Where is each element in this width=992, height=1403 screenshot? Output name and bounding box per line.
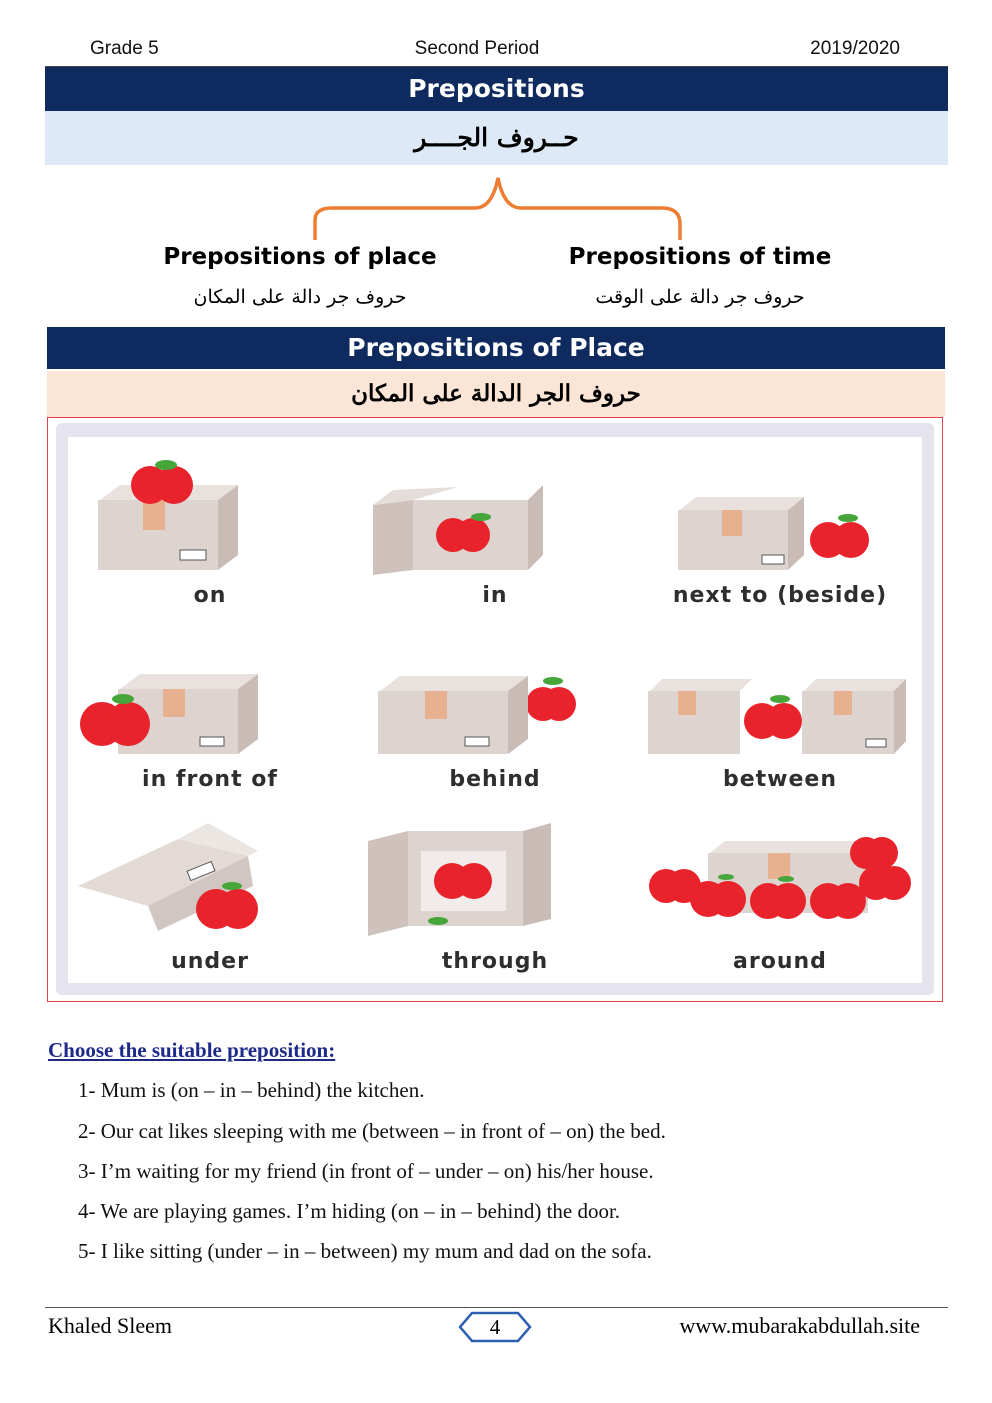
illustration-in [353,445,637,627]
illustration-through [353,811,637,993]
label-under: under [171,949,249,974]
page-number-badge [458,1309,532,1345]
question-5: 5- I like sitting (under – in – between) my mum and dad on the sofa. [78,1239,652,1263]
page-number: 4 [489,1315,501,1339]
illustration-on [68,445,352,627]
label-on: on [193,583,227,608]
header-year: 2019/2020 [810,38,900,59]
box-apples-around-icon [638,811,922,951]
page-title-arabic: حــروف الجــــر [45,111,948,165]
box-apple-in-icon [353,445,637,585]
label-between: between [722,767,837,792]
footer-website[interactable]: www.mubarakabdullah.site [679,1313,920,1338]
label-behind: behind [449,767,541,792]
box-apple-behind-icon [353,629,637,769]
illustration-next-to [638,445,922,627]
illustration-panel [68,437,922,983]
page-title: Prepositions [45,67,948,111]
box-apple-front-icon [68,629,352,769]
question-4: 4- We are playing games. I’m hiding (on – in – behind) the door. [78,1199,621,1223]
illustration-between [638,629,922,811]
header-grade: Grade 5 [90,38,159,59]
label-in: in [482,583,508,608]
question-1: 1- Mum is (on – in – behind) the kitchen. [78,1078,425,1102]
footer-author: Khaled Sleem [48,1313,173,1338]
question-2: 2- Our cat likes sleeping with me (between – in front of – on) the bed. [78,1119,666,1143]
exercise-title: Choose the suitable preposition: [48,1038,336,1062]
footer-divider [45,1307,948,1308]
category-time: Prepositions of time [568,244,832,270]
box-apple-beside-icon [638,445,922,585]
box-apple-under-icon [68,811,352,951]
brace-connector [300,172,700,244]
category-time-arabic: حروف جر دالة على الوقت [595,286,805,308]
section-title: Prepositions of Place [47,327,945,369]
category-place: Prepositions of place [163,244,437,270]
label-around: around [733,949,827,974]
illustration-under [68,811,352,993]
illustration-behind [353,629,637,811]
label-in-front-of: in front of [142,767,278,792]
box-apple-on-icon [68,445,352,585]
illustration-in-front-of [68,629,352,811]
illustration-around [638,811,922,993]
question-3: 3- I’m waiting for my friend (in front of – under – on) his/her house. [78,1159,654,1183]
box-apple-between-icon [638,629,922,769]
box-apple-through-icon [353,811,637,951]
category-place-arabic: حروف جر دالة على المكان [193,286,407,308]
section-title-arabic: حروف الجر الدالة على المكان [47,371,945,417]
label-next-to: next to (beside) [672,583,888,608]
header-period: Second Period [414,38,540,59]
label-through: through [441,949,549,974]
